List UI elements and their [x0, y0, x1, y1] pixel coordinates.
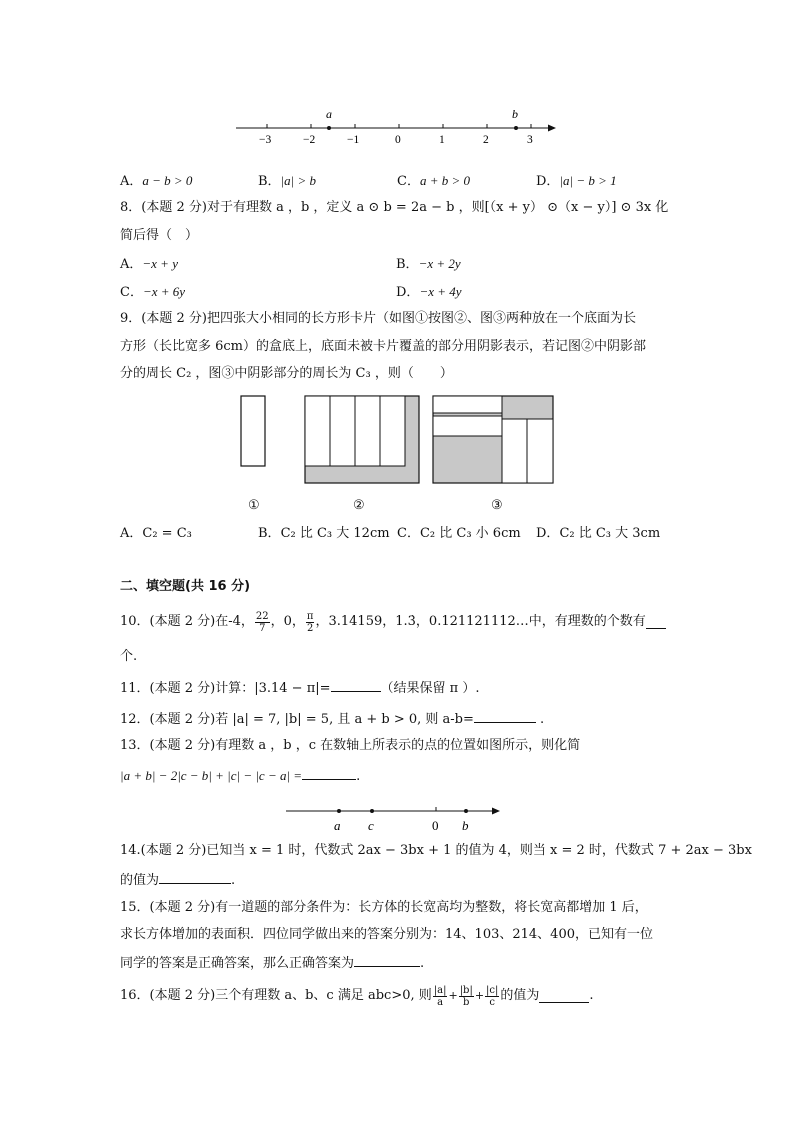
q7-option-a: A．a − b > 0 — [120, 173, 193, 189]
q9-option-c: C．C₂ 比 C₃ 小 6cm — [397, 526, 521, 541]
q15-line1: 15．(本题 2 分)有一道题的部分条件为：长方体的长宽高均为整数，将长宽高都增加 1 后， — [120, 900, 648, 915]
answer-blank[interactable] — [302, 766, 356, 780]
q10-line2: 个. — [120, 649, 138, 664]
answer-blank[interactable] — [646, 615, 666, 629]
figure-2-box — [302, 394, 422, 486]
q10-line1: 10．(本题 2 分)在-4， $\frac{22}{7}$ ，0， $\frac{\pi}{2}$ ，3.14159，1.3̇，0.121121112…中，有理数的个数有 — [120, 604, 666, 640]
figure-3-label: ③ — [491, 498, 503, 513]
q9-option-d: D．C₂ 比 C₃ 大 3cm — [536, 526, 661, 541]
label-b: b — [462, 818, 469, 833]
q7-option-b: B．|a| > b — [258, 173, 316, 189]
q8-stem-line1: 8．(本题 2 分)对于有理数 a ，b ，定义 a ⊙ b = 2a − b ，则[（x + y） ⊙（x − y）] ⊙ 3x 化 — [120, 200, 669, 215]
q8-option-b: B．−x + 2y — [396, 256, 461, 272]
q13-line1: 13．(本题 2 分)有理数 a ，b ，c 在数轴上所表示的点的位置如图所示，则化简 — [120, 738, 581, 753]
q14-line1: 14.(本题 2 分)已知当 x = 1 时，代数式 2ax − 3bx + 1 的值为 4，则当 x = 2 时，代数式 7 + 2ax − 3bx — [120, 843, 752, 858]
q13-line2: |a + b| − 2|c − b| + |c| − |c − a| = . — [120, 768, 361, 784]
q8-option-c: C．−x + 6y — [120, 284, 186, 300]
fraction-abs-b: $\frac{|b|}{b}$ — [459, 984, 473, 1008]
figure-2-label: ② — [353, 498, 365, 513]
q9-option-a: A．C₂ = C₃ — [120, 526, 192, 541]
q15-line2: 求长方体增加的表面积．四位同学做出来的答案分别为：14、103、214、400，已知有一位 — [120, 927, 653, 942]
fraction-abs-c: $\frac{|c|}{c}$ — [486, 984, 499, 1008]
point-b-dot — [514, 126, 518, 130]
answer-blank[interactable] — [474, 709, 536, 723]
q14-line2: 的值为 . — [120, 870, 235, 890]
figure-3-box — [430, 394, 556, 486]
q8-stem-line2: 简后得（ ） — [120, 228, 199, 243]
tick-label: 1 — [439, 134, 445, 146]
tick-label: 2 — [483, 134, 489, 146]
q8-option-a: A．−x + y — [120, 256, 178, 272]
point-b-label: b — [512, 107, 518, 121]
q16: 16．(本题 2 分)三个有理数 a、b、c 满足 abc>0, 则 $\frac{|a|}{a}$ + $\frac{|b|}{b}$ + $\frac{|c|}{c}$ 的值为 . — [120, 984, 594, 1008]
q9-stem-line1: 9．(本题 2 分)把四张大小相同的长方形卡片（如图①按图②、图③两种放在一个底面为长 — [120, 311, 636, 326]
top-number-line — [232, 104, 564, 150]
q12: 12．(本题 2 分)若 |a| = 7, |b| = 5, 且 a + b > 0, 则 a-b= . — [120, 709, 544, 729]
q9-option-b: B．C₂ 比 C₃ 大 12cm — [258, 526, 390, 541]
fraction-22-7: $\frac{22}{7}$ — [255, 610, 269, 634]
q8-option-d: D．−x + 4y — [396, 284, 462, 300]
q7-option-d: D．|a| − b > 1 — [536, 173, 617, 189]
q13-number-line — [284, 803, 506, 837]
label-c: c — [368, 818, 374, 833]
tick-label: −2 — [303, 134, 316, 146]
q9-stem-line2: 方形（长比宽多 6cm）的盒底上，底面未被卡片覆盖的部分用阴影表示，若记图②中阴影部 — [120, 339, 647, 354]
tick-label: 0 — [395, 134, 401, 146]
label-0: 0 — [432, 818, 439, 833]
tick-label: 3 — [527, 134, 533, 146]
section-title: 二、填空题(共 16 分) — [120, 579, 251, 594]
fraction-abs-a: $\frac{|a|}{a}$ — [433, 984, 447, 1008]
q11: 11．(本题 2 分)计算：|3.14 − π|= （结果保留 π ）. — [120, 678, 479, 698]
point-a-label: a — [326, 107, 332, 121]
figure-1-card — [238, 394, 268, 470]
answer-blank[interactable] — [159, 870, 231, 884]
tick-label: −1 — [347, 134, 360, 146]
label-a: a — [334, 818, 341, 833]
q9-stem-line3: 分的周长 C₂ ，图③中阴影部分的周长为 C₃ ，则（ ） — [120, 366, 453, 381]
answer-blank[interactable] — [354, 953, 420, 967]
fraction-pi-2: $\frac{\pi}{2}$ — [306, 610, 314, 634]
point-a-dot — [327, 126, 331, 130]
q7-option-c: C．a + b > 0 — [397, 173, 470, 189]
answer-blank[interactable] — [331, 678, 381, 692]
answer-blank[interactable] — [539, 989, 589, 1003]
figure-1-label: ① — [248, 498, 260, 513]
tick-label: −3 — [259, 134, 272, 146]
q15-line3: 同学的答案是正确答案，那么正确答案为 . — [120, 953, 424, 973]
